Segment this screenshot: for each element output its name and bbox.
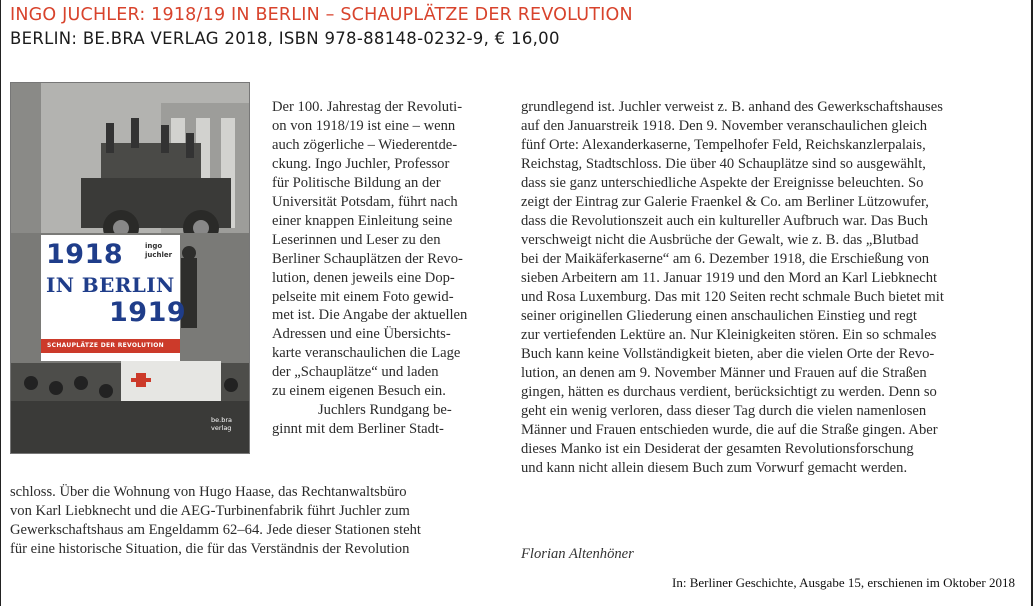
cover-year-start: 1918 bbox=[46, 239, 124, 270]
text-line: Gewerkschaftshaus am Engeldamm 62–64. Jede dieser Stationen steht bbox=[10, 522, 421, 538]
text-line: ginnt mit dem Berliner Stadt- bbox=[272, 421, 444, 438]
publication-info: BERLIN: BE.BRA VERLAG 2018, ISBN 978-88148-0232-9, € 16,00 bbox=[10, 29, 560, 48]
book-cover bbox=[11, 83, 249, 453]
text-line: auf den Januarstreik 1918. Den 9. November veranschaulichen gleich bbox=[521, 118, 928, 134]
text-line: pelseite mit einem Foto gewid- bbox=[272, 288, 454, 305]
review-title: INGO JUCHLER: 1918/19 IN BERLIN – SCHAUPLÄTZE DER REVOLUTION bbox=[10, 5, 633, 25]
text-line: gingen, hätten es durchaus verdient, berücksichtigt zu werden. Denn so bbox=[521, 384, 937, 400]
cover-author bbox=[145, 242, 172, 260]
text-line: dass sie ganz unterschiedliche Aspekte der Ereignisse beleuchten. So bbox=[521, 175, 924, 191]
text-line: und Rosa Luxemburg. Das mit 120 Seiten recht schmale Buch bietet mit bbox=[521, 289, 944, 305]
text-line: Berliner Schauplätzen der Revo- bbox=[272, 250, 463, 267]
cover-year-end: 1919 bbox=[109, 297, 187, 328]
text-line: met ist. Die Angabe der aktuellen bbox=[272, 307, 468, 324]
text-line: fünf Orte: Alexanderkaserne, Tempelhofer Feld, Reichskanzlerpalais, bbox=[521, 137, 926, 153]
cover-author-first: ingo bbox=[145, 242, 163, 250]
cover-title-box bbox=[41, 235, 187, 361]
cover-publisher: be.bra verlag bbox=[211, 416, 232, 432]
text-line: dieses Manko ist ein Desiderat der gesamten Revolutionsforschung bbox=[521, 441, 914, 457]
cover-author-last: juchler bbox=[145, 251, 173, 259]
text-line: grundlegend ist. Juchler verweist z. B. anhand des Gewerkschaftshauses bbox=[521, 99, 943, 115]
text-line: Leserinnen und Leser zu den bbox=[272, 231, 441, 248]
text-line: und kann nicht allein diesem Buch zum Vorwurf gemacht werden. bbox=[521, 460, 908, 476]
text-line: lution, an denen am 9. November Männer und Frauen auf die Straßen bbox=[521, 365, 927, 381]
text-line: Universität Potsdam, führt nach bbox=[272, 193, 458, 210]
text-line: on von 1918/19 ist eine – wenn bbox=[272, 117, 456, 134]
text-line: Reichstag, Stadtschloss. Die über 40 Schauplätze sind so ausgewählt, bbox=[521, 156, 926, 172]
text-line: dass die Revolutionszeit auch ein kultureller Aufbruch war. Das Buch bbox=[521, 213, 928, 229]
text-line: bei der Maikäferkaserne“ am 6. Dezember 1918, die Erschießung von bbox=[521, 251, 930, 267]
text-line: zu einem eigenen Besuch ein. bbox=[272, 383, 446, 400]
text-line: verschweigt nicht die Ausbrüche der Gewalt, wie z. B. das „Blutbad bbox=[521, 232, 919, 248]
cover-subtitle: SCHAUPLÄTZE DER REVOLUTION bbox=[47, 342, 164, 349]
text-line: Der 100. Jahrestag der Revoluti- bbox=[272, 99, 463, 115]
text-line: der „Schauplätze“ und laden bbox=[272, 364, 439, 381]
text-line: karte veranschaulichen die Lage bbox=[272, 345, 461, 362]
text-line: für Politische Bildung an der bbox=[272, 174, 441, 191]
source-citation: In: Berliner Geschichte, Ausgabe 15, erschienen im Oktober 2018 bbox=[672, 575, 1015, 590]
text-line: auch zögerliche – Wiederentde- bbox=[272, 136, 458, 153]
text-line: Juchlers Rundgang be- bbox=[318, 402, 452, 419]
text-line: geht ein wenig verloren, dass dieser Tag durch die vielen namenlosen bbox=[521, 403, 927, 419]
text-line: zeigt der Eintrag zur Galerie Fraenkel & Co. am Berliner Lützowufer, bbox=[521, 194, 929, 210]
review-author: Florian Altenhöner bbox=[521, 546, 634, 562]
text-line: einer knappen Einleitung seine bbox=[272, 212, 453, 229]
cover-subtitle-strip bbox=[41, 339, 180, 353]
text-line: für eine historische Situation, die für das Verständnis der Revolution bbox=[10, 541, 410, 557]
text-line: Männer und Frauen entschieden wurde, die auf die Straße gingen. Aber bbox=[521, 422, 938, 438]
text-line: zur vertiefenden Lektüre an. Nur Kleinigkeiten stören. Ein so schmales bbox=[521, 327, 937, 343]
text-line: ckung. Ingo Juchler, Professor bbox=[272, 155, 450, 172]
text-line: schloss. Über die Wohnung von Hugo Haase, das Rechtanwaltsbüro bbox=[10, 484, 407, 500]
text-line: von Karl Liebknecht und die AEG-Turbinenfabrik führt Juchler zum bbox=[10, 503, 410, 519]
cover-city: IN BERLIN bbox=[46, 273, 175, 297]
text-line: seiner originellen Gliederung einen anschaulichen Einstieg und regt bbox=[521, 308, 917, 324]
text-line: Buch kann keine Vollständigkeit bieten, aber die vielen Orte der Revo- bbox=[521, 346, 935, 362]
text-line: Adressen und eine Übersichts- bbox=[272, 326, 451, 343]
text-line: sieben Arbeitern am 11. Januar 1919 und den Mord an Karl Liebknecht bbox=[521, 270, 938, 286]
text-line: lution, denen jeweils eine Dop- bbox=[272, 269, 455, 286]
